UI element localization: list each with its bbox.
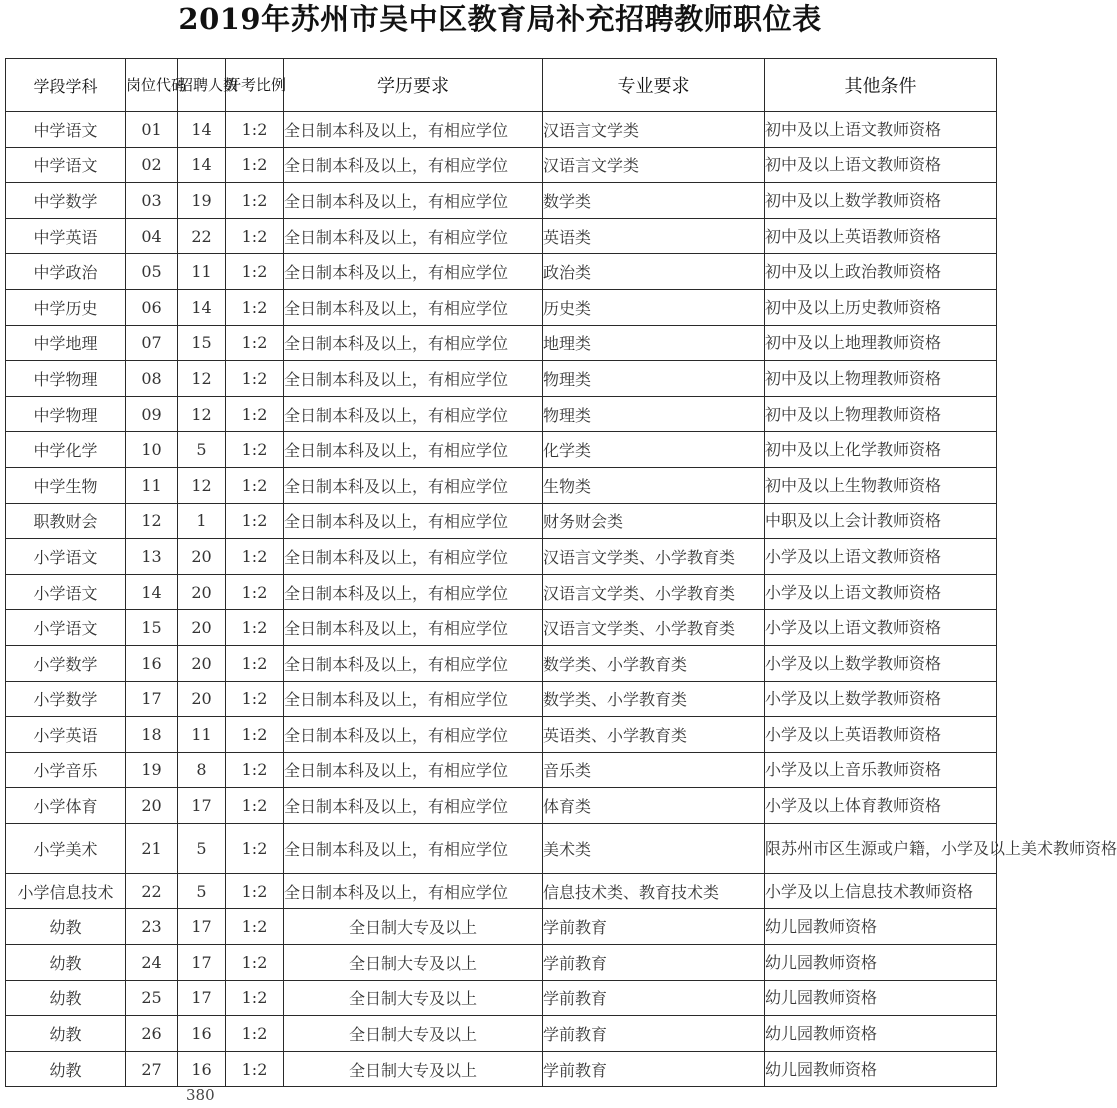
table-row	[6, 717, 997, 753]
cell-count: 20	[178, 645, 226, 681]
cell-code: 14	[126, 574, 178, 610]
cell-count: 17	[178, 945, 226, 981]
cell-count: 20	[178, 574, 226, 610]
cell-other: 初中及以上物理教师资格	[765, 396, 997, 432]
cell-subject: 幼教	[6, 1016, 126, 1052]
cell-subject: 小学美术	[6, 823, 126, 873]
cell-ratio: 1:2	[226, 183, 284, 219]
cell-other: 初中及以上数学教师资格	[765, 183, 997, 219]
table-row	[6, 1016, 997, 1052]
cell-major: 体育类	[543, 788, 765, 824]
table-row	[6, 361, 997, 397]
cell-other: 初中及以上语文教师资格	[765, 147, 997, 183]
cell-ratio: 1:2	[226, 147, 284, 183]
cell-ratio: 1:2	[226, 325, 284, 361]
cell-code: 21	[126, 823, 178, 873]
cell-code: 20	[126, 788, 178, 824]
cell-code: 12	[126, 503, 178, 539]
cell-code: 01	[126, 112, 178, 148]
cell-education: 全日制本科及以上，有相应学位	[284, 289, 543, 325]
table-row	[6, 183, 997, 219]
cell-subject: 小学音乐	[6, 752, 126, 788]
table-row	[6, 752, 997, 788]
cell-major: 地理类	[543, 325, 765, 361]
cell-major: 历史类	[543, 289, 765, 325]
cell-ratio: 1:2	[226, 645, 284, 681]
cell-count: 20	[178, 610, 226, 646]
cell-other: 小学及以上音乐教师资格	[765, 752, 997, 788]
cell-ratio: 1:2	[226, 752, 284, 788]
cell-code: 16	[126, 645, 178, 681]
table-row	[6, 873, 997, 909]
cell-subject: 小学语文	[6, 539, 126, 575]
table-row	[6, 980, 997, 1016]
cell-major: 学前教育	[543, 1016, 765, 1052]
cell-education: 全日制本科及以上，有相应学位	[284, 539, 543, 575]
cell-subject: 小学语文	[6, 610, 126, 646]
cell-subject: 幼教	[6, 909, 126, 945]
cell-education: 全日制大专及以上	[284, 945, 543, 981]
cell-education: 全日制本科及以上，有相应学位	[284, 788, 543, 824]
cell-other: 初中及以上生物教师资格	[765, 467, 997, 503]
cell-code: 06	[126, 289, 178, 325]
table-row	[6, 645, 997, 681]
table-row	[6, 432, 997, 468]
cell-major: 学前教育	[543, 1051, 765, 1087]
cell-major: 学前教育	[543, 945, 765, 981]
cell-major: 数学类、小学教育类	[543, 645, 765, 681]
cell-code: 17	[126, 681, 178, 717]
cell-education: 全日制大专及以上	[284, 1016, 543, 1052]
table-row	[6, 396, 997, 432]
cell-code: 27	[126, 1051, 178, 1087]
cell-subject: 中学生物	[6, 467, 126, 503]
cell-ratio: 1:2	[226, 610, 284, 646]
cell-other: 小学及以上体育教师资格	[765, 788, 997, 824]
cell-education: 全日制本科及以上，有相应学位	[284, 183, 543, 219]
cell-code: 15	[126, 610, 178, 646]
cell-code: 22	[126, 873, 178, 909]
cell-count: 14	[178, 289, 226, 325]
positions-table	[5, 58, 1117, 1087]
cell-code: 25	[126, 980, 178, 1016]
cell-education: 全日制大专及以上	[284, 980, 543, 1016]
cell-other: 小学及以上语文教师资格	[765, 574, 997, 610]
table-row	[6, 289, 997, 325]
cell-subject: 中学物理	[6, 396, 126, 432]
cell-code: 24	[126, 945, 178, 981]
header-code: 岗位代码	[126, 59, 178, 112]
cell-ratio: 1:2	[226, 909, 284, 945]
cell-major: 学前教育	[543, 980, 765, 1016]
cell-count: 22	[178, 218, 226, 254]
cell-count: 14	[178, 112, 226, 148]
cell-count: 14	[178, 147, 226, 183]
cell-major: 数学类、小学教育类	[543, 681, 765, 717]
cell-code: 04	[126, 218, 178, 254]
cell-education: 全日制本科及以上，有相应学位	[284, 396, 543, 432]
cell-count: 20	[178, 681, 226, 717]
cell-code: 11	[126, 467, 178, 503]
cell-other: 幼儿园教师资格	[765, 980, 997, 1016]
cell-ratio: 1:2	[226, 1051, 284, 1087]
cell-ratio: 1:2	[226, 503, 284, 539]
cell-education: 全日制本科及以上，有相应学位	[284, 645, 543, 681]
cell-code: 23	[126, 909, 178, 945]
header-ratio: 开考比例	[226, 59, 284, 112]
cell-major: 物理类	[543, 361, 765, 397]
cell-ratio: 1:2	[226, 945, 284, 981]
cell-subject: 中学语文	[6, 112, 126, 148]
cell-code: 26	[126, 1016, 178, 1052]
cell-major: 政治类	[543, 254, 765, 290]
header-count: 招聘人数	[178, 59, 226, 112]
table-row	[6, 610, 997, 646]
cell-other: 初中及以上语文教师资格	[765, 112, 997, 148]
cell-major: 汉语言文学类	[543, 147, 765, 183]
cell-subject: 小学英语	[6, 717, 126, 753]
cell-major: 汉语言文学类、小学教育类	[543, 610, 765, 646]
cell-education: 全日制本科及以上，有相应学位	[284, 432, 543, 468]
cell-ratio: 1:2	[226, 681, 284, 717]
cell-education: 全日制大专及以上	[284, 1051, 543, 1087]
cell-count: 15	[178, 325, 226, 361]
cell-code: 10	[126, 432, 178, 468]
cell-subject: 幼教	[6, 1051, 126, 1087]
cell-ratio: 1:2	[226, 980, 284, 1016]
cell-other: 初中及以上化学教师资格	[765, 432, 997, 468]
cell-subject: 幼教	[6, 945, 126, 981]
cell-count: 12	[178, 396, 226, 432]
cell-education: 全日制本科及以上，有相应学位	[284, 752, 543, 788]
cell-count: 1	[178, 503, 226, 539]
table-row	[6, 325, 997, 361]
cell-major: 化学类	[543, 432, 765, 468]
cell-ratio: 1:2	[226, 218, 284, 254]
cell-code: 07	[126, 325, 178, 361]
table-row	[6, 503, 997, 539]
cell-ratio: 1:2	[226, 539, 284, 575]
cell-code: 13	[126, 539, 178, 575]
cell-other: 小学及以上数学教师资格	[765, 681, 997, 717]
page-number: 380	[186, 1086, 215, 1104]
cell-other: 限苏州市区生源或户籍，小学及以上美术教师资格	[765, 823, 997, 873]
table-row	[6, 574, 997, 610]
cell-other: 幼儿园教师资格	[765, 945, 997, 981]
cell-education: 全日制本科及以上，有相应学位	[284, 717, 543, 753]
cell-subject: 中学历史	[6, 289, 126, 325]
cell-ratio: 1:2	[226, 112, 284, 148]
cell-count: 5	[178, 823, 226, 873]
cell-other: 小学及以上数学教师资格	[765, 645, 997, 681]
cell-subject: 小学语文	[6, 574, 126, 610]
cell-subject: 幼教	[6, 980, 126, 1016]
cell-education: 全日制本科及以上，有相应学位	[284, 873, 543, 909]
cell-ratio: 1:2	[226, 717, 284, 753]
cell-ratio: 1:2	[226, 788, 284, 824]
cell-major: 英语类	[543, 218, 765, 254]
table-row	[6, 681, 997, 717]
table-row	[6, 823, 997, 873]
header-education: 学历要求	[284, 59, 543, 112]
cell-major: 英语类、小学教育类	[543, 717, 765, 753]
cell-subject: 小学数学	[6, 681, 126, 717]
cell-major: 汉语言文学类、小学教育类	[543, 574, 765, 610]
cell-other: 幼儿园教师资格	[765, 1051, 997, 1087]
cell-subject: 中学政治	[6, 254, 126, 290]
cell-count: 19	[178, 183, 226, 219]
cell-major: 美术类	[543, 823, 765, 873]
cell-education: 全日制本科及以上，有相应学位	[284, 361, 543, 397]
cell-ratio: 1:2	[226, 873, 284, 909]
table-row	[6, 945, 997, 981]
cell-major: 学前教育	[543, 909, 765, 945]
cell-other: 小学及以上语文教师资格	[765, 539, 997, 575]
cell-ratio: 1:2	[226, 396, 284, 432]
header-other: 其他条件	[765, 59, 997, 112]
cell-major: 物理类	[543, 396, 765, 432]
cell-ratio: 1:2	[226, 361, 284, 397]
cell-other: 小学及以上信息技术教师资格	[765, 873, 997, 909]
table-row	[6, 788, 997, 824]
cell-major: 生物类	[543, 467, 765, 503]
cell-ratio: 1:2	[226, 823, 284, 873]
cell-education: 全日制本科及以上，有相应学位	[284, 325, 543, 361]
table-row	[6, 539, 997, 575]
cell-ratio: 1:2	[226, 289, 284, 325]
cell-count: 8	[178, 752, 226, 788]
cell-education: 全日制大专及以上	[284, 909, 543, 945]
cell-code: 05	[126, 254, 178, 290]
cell-subject: 小学体育	[6, 788, 126, 824]
cell-code: 02	[126, 147, 178, 183]
table-header-row	[6, 59, 997, 112]
cell-other: 初中及以上政治教师资格	[765, 254, 997, 290]
table-row	[6, 112, 997, 148]
cell-code: 08	[126, 361, 178, 397]
cell-count: 17	[178, 788, 226, 824]
cell-count: 17	[178, 980, 226, 1016]
table-row	[6, 254, 997, 290]
cell-education: 全日制本科及以上，有相应学位	[284, 823, 543, 873]
cell-education: 全日制本科及以上，有相应学位	[284, 147, 543, 183]
cell-education: 全日制本科及以上，有相应学位	[284, 218, 543, 254]
cell-subject: 职教财会	[6, 503, 126, 539]
cell-major: 音乐类	[543, 752, 765, 788]
cell-count: 5	[178, 873, 226, 909]
cell-subject: 小学数学	[6, 645, 126, 681]
cell-subject: 中学英语	[6, 218, 126, 254]
cell-ratio: 1:2	[226, 574, 284, 610]
cell-subject: 中学化学	[6, 432, 126, 468]
cell-subject: 小学信息技术	[6, 873, 126, 909]
cell-ratio: 1:2	[226, 254, 284, 290]
cell-other: 初中及以上历史教师资格	[765, 289, 997, 325]
cell-other: 小学及以上语文教师资格	[765, 610, 997, 646]
cell-code: 19	[126, 752, 178, 788]
cell-ratio: 1:2	[226, 1016, 284, 1052]
cell-education: 全日制本科及以上，有相应学位	[284, 574, 543, 610]
cell-major: 信息技术类、教育技术类	[543, 873, 765, 909]
cell-major: 财务财会类	[543, 503, 765, 539]
cell-count: 11	[178, 254, 226, 290]
cell-education: 全日制本科及以上，有相应学位	[284, 112, 543, 148]
cell-code: 03	[126, 183, 178, 219]
cell-code: 09	[126, 396, 178, 432]
cell-education: 全日制本科及以上，有相应学位	[284, 467, 543, 503]
cell-major: 汉语言文学类、小学教育类	[543, 539, 765, 575]
cell-education: 全日制本科及以上，有相应学位	[284, 503, 543, 539]
cell-count: 11	[178, 717, 226, 753]
cell-count: 16	[178, 1051, 226, 1087]
cell-subject: 中学数学	[6, 183, 126, 219]
table-row	[6, 147, 997, 183]
cell-subject: 中学语文	[6, 147, 126, 183]
cell-major: 汉语言文学类	[543, 112, 765, 148]
cell-subject: 中学地理	[6, 325, 126, 361]
table-row	[6, 467, 997, 503]
cell-count: 16	[178, 1016, 226, 1052]
cell-code: 18	[126, 717, 178, 753]
cell-subject: 中学物理	[6, 361, 126, 397]
cell-other: 中职及以上会计教师资格	[765, 503, 997, 539]
cell-other: 初中及以上物理教师资格	[765, 361, 997, 397]
cell-other: 幼儿园教师资格	[765, 909, 997, 945]
header-subject: 学段学科	[6, 59, 126, 112]
cell-count: 12	[178, 361, 226, 397]
header-major: 专业要求	[543, 59, 765, 112]
cell-education: 全日制本科及以上，有相应学位	[284, 681, 543, 717]
table-row	[6, 218, 997, 254]
cell-ratio: 1:2	[226, 467, 284, 503]
cell-other: 幼儿园教师资格	[765, 1016, 997, 1052]
cell-count: 20	[178, 539, 226, 575]
table-body	[6, 112, 1117, 1087]
cell-other: 小学及以上英语教师资格	[765, 717, 997, 753]
cell-other: 初中及以上地理教师资格	[765, 325, 997, 361]
table-row	[6, 1051, 997, 1087]
page-title: 2019年苏州市吴中区教育局补充招聘教师职位表	[178, 2, 822, 36]
cell-education: 全日制本科及以上，有相应学位	[284, 254, 543, 290]
cell-other: 初中及以上英语教师资格	[765, 218, 997, 254]
cell-education: 全日制本科及以上，有相应学位	[284, 610, 543, 646]
cell-major: 数学类	[543, 183, 765, 219]
cell-count: 5	[178, 432, 226, 468]
table-row	[6, 909, 997, 945]
cell-count: 17	[178, 909, 226, 945]
cell-ratio: 1:2	[226, 432, 284, 468]
cell-count: 12	[178, 467, 226, 503]
